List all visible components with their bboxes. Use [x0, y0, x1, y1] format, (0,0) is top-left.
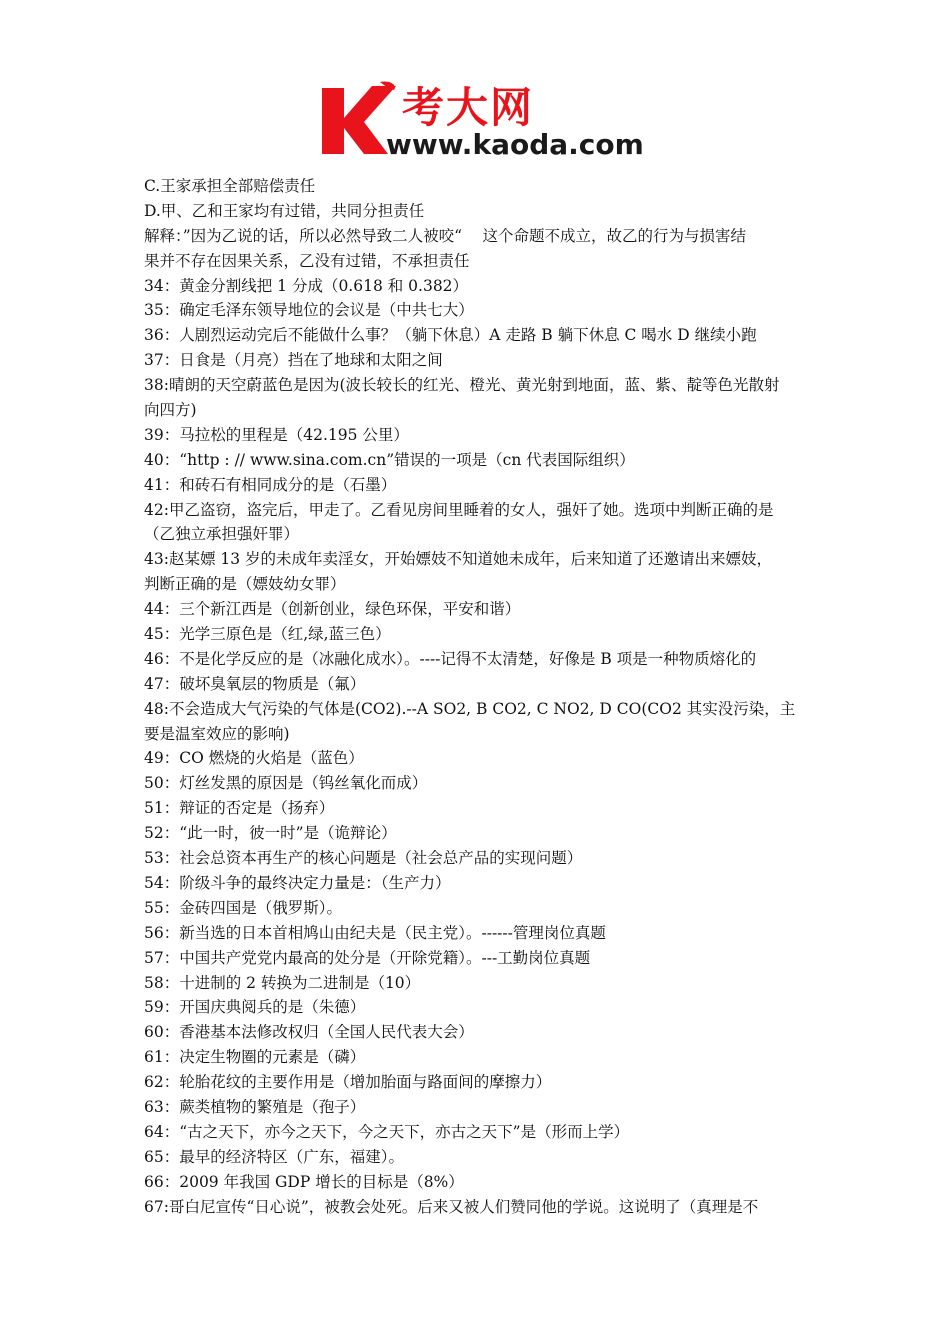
- text-line: 54：阶级斗争的最终决定力量是：（生产力）: [144, 873, 451, 892]
- text-line: 判断正确的是（嫖妓幼女罪）: [144, 575, 346, 594]
- text-line: 56：新当选的日本首相鸠山由纪夫是（民主党）。------管理岗位真题: [144, 923, 606, 942]
- text-line: 41：和砖石有相同成分的是（石墨）: [144, 475, 397, 494]
- text-line: 60：香港基本法修改权归（全国人民代表大会）: [144, 1023, 474, 1042]
- text-line: 53：社会总资本再生产的核心问题是（社会总产品的实现问题）: [144, 849, 583, 868]
- document-body: [144, 174, 812, 1219]
- text-line: 52：“此一时，彼一时”是（诡辩论）: [144, 824, 397, 843]
- text-line: 61：决定生物圈的元素是（磷）: [144, 1048, 366, 1067]
- text-line: 67:哥白尼宣传“日心说”，被教会处死。后来又被人们赞同他的学说。这说明了（真理是不: [144, 1197, 759, 1216]
- text-line: 62：轮胎花纹的主要作用是（增加胎面与路面间的摩擦力）: [144, 1073, 552, 1092]
- text-line: 49：CO 燃烧的火焰是（蓝色）: [144, 749, 364, 768]
- text-line: 46：不是化学反应的是（冰融化成水）。----记得不太清楚，好像是 B 项是一种物质熔化的: [144, 649, 757, 668]
- text-line: 65：最早的经济特区（广东，福建）。: [144, 1147, 404, 1166]
- text-line: 45：光学三原色是（红,绿,蓝三色）: [144, 625, 391, 644]
- text-line: 64：“古之天下，亦今之天下，今之天下，亦古之天下”是（形而上学）: [144, 1122, 630, 1141]
- kaoda-logo-graphic: [318, 78, 648, 160]
- text-line: 48:不会造成大气污染的气体是(CO2).--A SO2, B CO2, C NO2, D CO(CO2 其实没污染，主: [144, 699, 796, 718]
- text-line: 38:晴朗的天空蔚蓝色是因为(波长较长的红光、橙光、黄光射到地面，蓝、紫、靛等色光散射: [144, 376, 780, 395]
- logo-url: www.kaoda.com: [386, 128, 644, 160]
- text-line: 66：2009 年我国 GDP 增长的目标是（8%）: [144, 1172, 464, 1191]
- text-line: （乙独立承担强奸罪）: [144, 525, 300, 544]
- text-line: 向四方): [144, 401, 197, 420]
- text-line: 63：蕨类植物的繁殖是（孢子）: [144, 1097, 366, 1116]
- text-line: 要是温室效应的影响): [144, 724, 290, 743]
- text-line: 47：破坏臭氧层的物质是（氟）: [144, 674, 366, 693]
- text-line: C.王家承担全部赔偿责任: [144, 177, 316, 195]
- text-line: 50：灯丝发黑的原因是（钨丝氧化而成）: [144, 774, 428, 793]
- text-line: 55：金砖四国是（俄罗斯）。: [144, 898, 342, 917]
- kaoda-logo: [318, 78, 648, 160]
- logo-k-mark: [322, 86, 396, 154]
- text-line: 40：“http : // www.sina.com.cn”错误的一项是（cn 代表国际组织）: [144, 450, 635, 469]
- text-line: 39：马拉松的里程是（42.195 公里）: [144, 425, 409, 444]
- text-line: 44：三个新江西是（创新创业，绿色环保，平安和谐）: [144, 600, 521, 619]
- text-line: D.甲、乙和王家均有过错，共同分担责任: [144, 201, 425, 220]
- text-line: 果并不存在因果关系，乙没有过错，不承担责任: [144, 251, 470, 270]
- text-line: 58：十进制的 2 转换为二进制是（10）: [144, 973, 421, 992]
- text-line: 37：日食是（月亮）挡在了地球和太阳之间: [144, 351, 443, 370]
- text-line: 43:赵某嫖 13 岁的未成年卖淫女，开始嫖妓不知道她未成年，后来知道了还邀请出来嫖妓，: [144, 550, 773, 569]
- text-line: 51：辩证的否定是（扬弃）: [144, 799, 335, 818]
- text-line: 57：中国共产党党内最高的处分是（开除党籍）。---工勤岗位真题: [144, 948, 591, 967]
- text-line: 35：确定毛泽东领导地位的会议是（中共七大）: [144, 301, 474, 320]
- text-line: 59：开国庆典阅兵的是（朱德）: [144, 998, 366, 1017]
- text-line: 36：人剧烈运动完后不能做什么事？（躺下休息）A 走路 B 躺下休息 C 喝水 D 继续小跑: [144, 326, 757, 345]
- text-line: 解释：”因为乙说的话，所以必然导致二人被咬“ 这个命题不成立，故乙的行为与损害结: [144, 226, 747, 245]
- text-line: 34：黄金分割线把 1 分成（0.618 和 0.382）: [144, 276, 469, 295]
- logo-site-name: 考大网: [402, 83, 535, 132]
- text-line: 42:甲乙盗窃，盗完后，甲走了。乙看见房间里睡着的女人，强奸了她。选项中判断正确的是: [144, 500, 774, 519]
